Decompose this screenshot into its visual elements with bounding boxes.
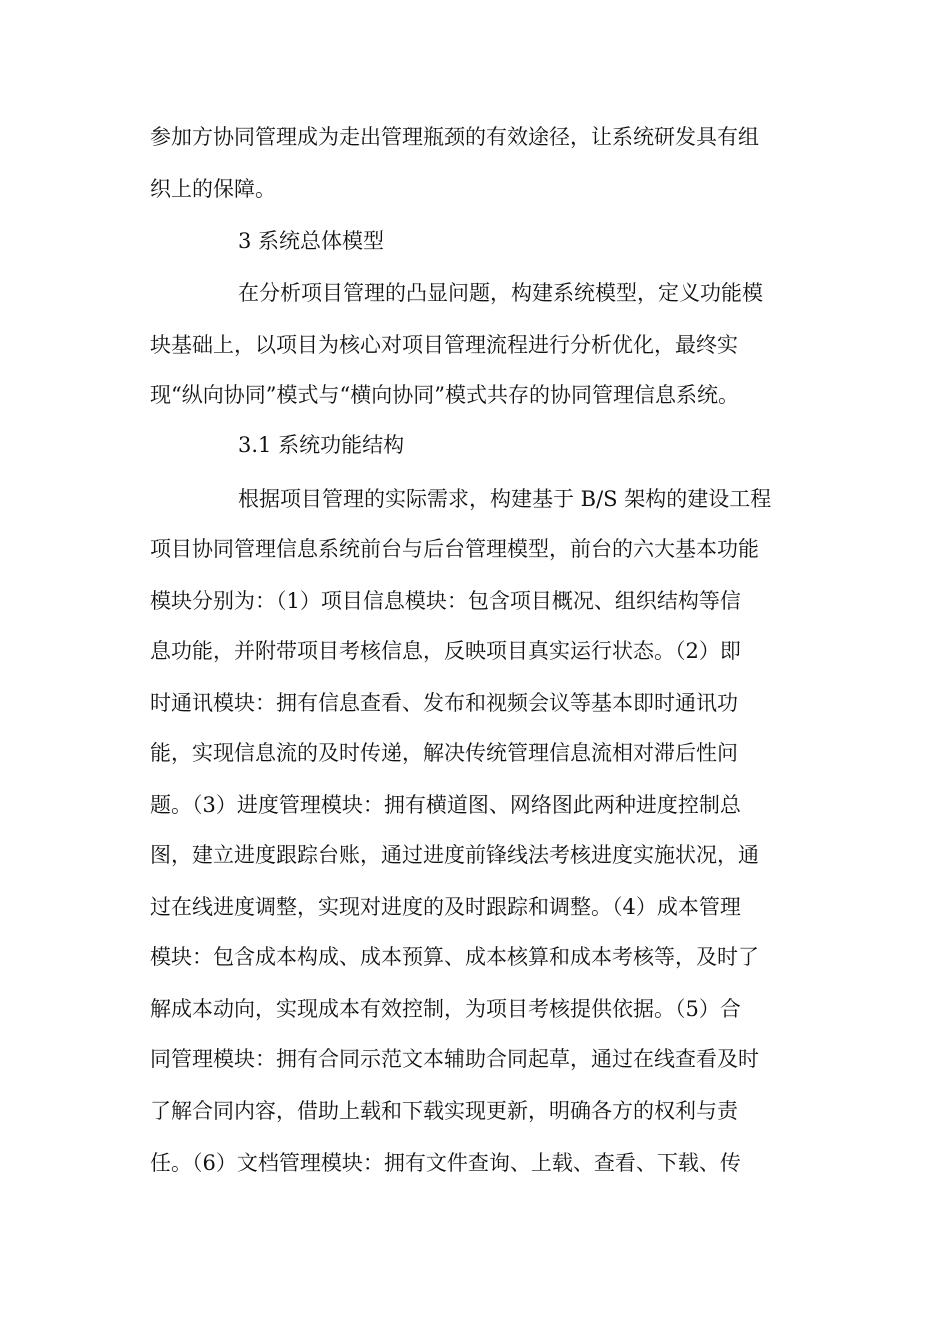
body-text-line: 在分析项目管理的凸显问题，构建系统模型，定义功能模 [238, 281, 763, 305]
body-text-line: 了解合同内容，借助上载和下载实现更新，明确各方的权利与责 [150, 1099, 738, 1123]
body-text-line: 过在线进度调整，实现对进度的及时跟踪和调整。（4）成本管理 [150, 895, 741, 919]
body-text-line: 模块：包含成本构成、成本预算、成本核算和成本考核等，及时了 [150, 945, 759, 969]
body-text-line: 模块分别为：（1）项目信息模块：包含项目概况、组织结构等信 [150, 589, 741, 613]
body-text-line: 题。（3）进度管理模块：拥有横道图、网络图此两种进度控制总 [150, 793, 741, 817]
body-text-line: 解成本动向，实现成本有效控制，为项目考核提供依据。（5）合 [150, 997, 741, 1021]
body-text-line: 块基础上，以项目为核心对项目管理流程进行分析优化，最终实 [150, 333, 738, 357]
body-text-line: 参加方协同管理成为走出管理瓶颈的有效途径，让系统研发具有组 [150, 125, 759, 149]
body-text-line: 项目协同管理信息系统前台与后台管理模型，前台的六大基本功能 [150, 537, 759, 561]
body-text-line: 任。（6）文档管理模块：拥有文件查询、上载、查看、下载、传 [150, 1151, 741, 1175]
body-text-line: 息功能，并附带项目考核信息，反映项目真实运行状态。（2）即 [150, 639, 741, 663]
body-text-line: 织上的保障。 [150, 177, 276, 201]
body-text-line: 能，实现信息流的及时传递，解决传统管理信息流相对滞后性问 [150, 741, 738, 765]
body-text-line: 根据项目管理的实际需求，构建基于 B/S 架构的建设工程 [238, 487, 772, 511]
body-text-line: 同管理模块：拥有合同示范文本辅助合同起草，通过在线查看及时 [150, 1047, 759, 1071]
body-text-line: 图，建立进度跟踪台账，通过进度前锋线法考核进度实施状况，通 [150, 843, 759, 867]
subsection-heading: 3.1 系统功能结构 [238, 433, 405, 457]
section-heading: 3 系统总体模型 [238, 229, 385, 253]
body-text-line: 时通讯模块：拥有信息查看、发布和视频会议等基本即时通讯功 [150, 691, 738, 715]
body-text-line: 现“纵向协同”模式与“横向协同”模式共存的协同管理信息系统。 [150, 383, 739, 407]
